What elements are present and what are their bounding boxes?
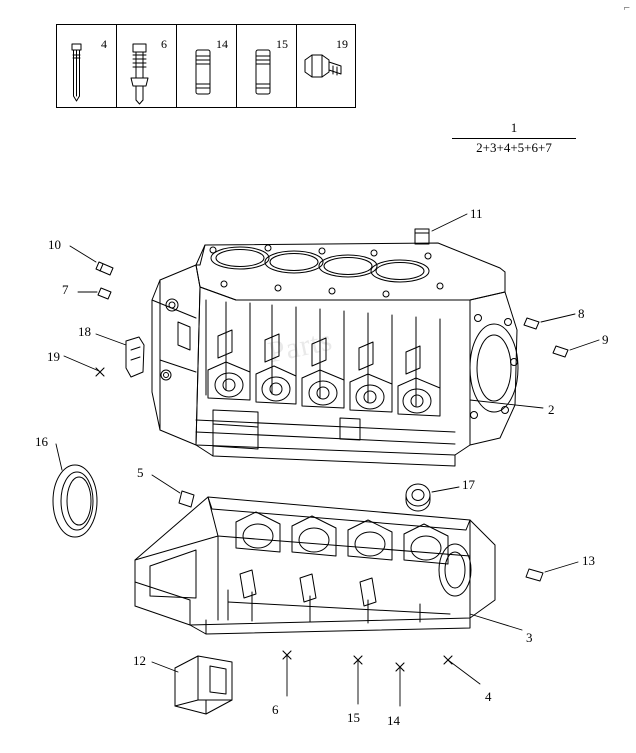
part-13-pin — [526, 569, 543, 581]
callout-x-marks — [96, 368, 452, 671]
callout-2: 2 — [548, 402, 555, 417]
part-18-bracket — [126, 337, 144, 377]
lower-crankcase — [135, 497, 495, 634]
legend-number-14: 14 — [216, 37, 228, 51]
part-7-plug — [98, 288, 111, 299]
legend-number-6: 6 — [161, 37, 167, 51]
legend-icon-dowel-pin-15 — [256, 50, 270, 94]
watermark: Parts — [265, 323, 336, 370]
callout-9: 9 — [602, 332, 609, 347]
legend-number-4: 4 — [101, 37, 107, 51]
callout-15: 15 — [347, 710, 360, 725]
callout-4: 4 — [485, 689, 492, 704]
callout-3: 3 — [526, 630, 533, 645]
legend-icon-hex-flange-bolt — [305, 55, 341, 77]
part-10-dowel — [96, 262, 113, 275]
corner-mark: ⌐ — [623, 2, 630, 14]
callout-19: 19 — [47, 349, 60, 364]
legend-number-15: 15 — [276, 37, 288, 51]
legend-icon-dowel-pin-14 — [196, 50, 210, 94]
legend-number-19: 19 — [336, 37, 348, 51]
part-11-plug — [415, 229, 429, 244]
callout-17: 17 — [462, 477, 475, 492]
callout-8: 8 — [578, 306, 585, 321]
legend-icon-stud-bolt — [131, 44, 148, 104]
part-9-pin — [553, 346, 568, 357]
callout-5: 5 — [137, 465, 144, 480]
callout-12: 12 — [133, 653, 146, 668]
callout-10: 10 — [48, 237, 61, 252]
callout-7: 7 — [62, 282, 69, 297]
part-5-pin — [179, 491, 194, 507]
legend-icon-long-bolt — [72, 44, 81, 101]
assembly-callout-numerator: 1 — [510, 120, 518, 135]
part-12-bracket — [175, 656, 232, 714]
callout-11: 11 — [470, 206, 483, 221]
part-8-pin — [524, 318, 539, 329]
callout-18: 18 — [78, 324, 91, 339]
assembly-callout-denominator: 2+3+4+5+6+7 — [476, 140, 552, 155]
callout-14: 14 — [387, 713, 400, 728]
part-16-oil-seal — [53, 465, 97, 537]
cylinder-block-upper — [152, 243, 518, 466]
callout-13: 13 — [582, 553, 595, 568]
callout-6: 6 — [272, 702, 279, 717]
callout-leader-lines — [56, 214, 599, 706]
part-17-bushing — [406, 484, 430, 511]
callout-16: 16 — [35, 434, 48, 449]
